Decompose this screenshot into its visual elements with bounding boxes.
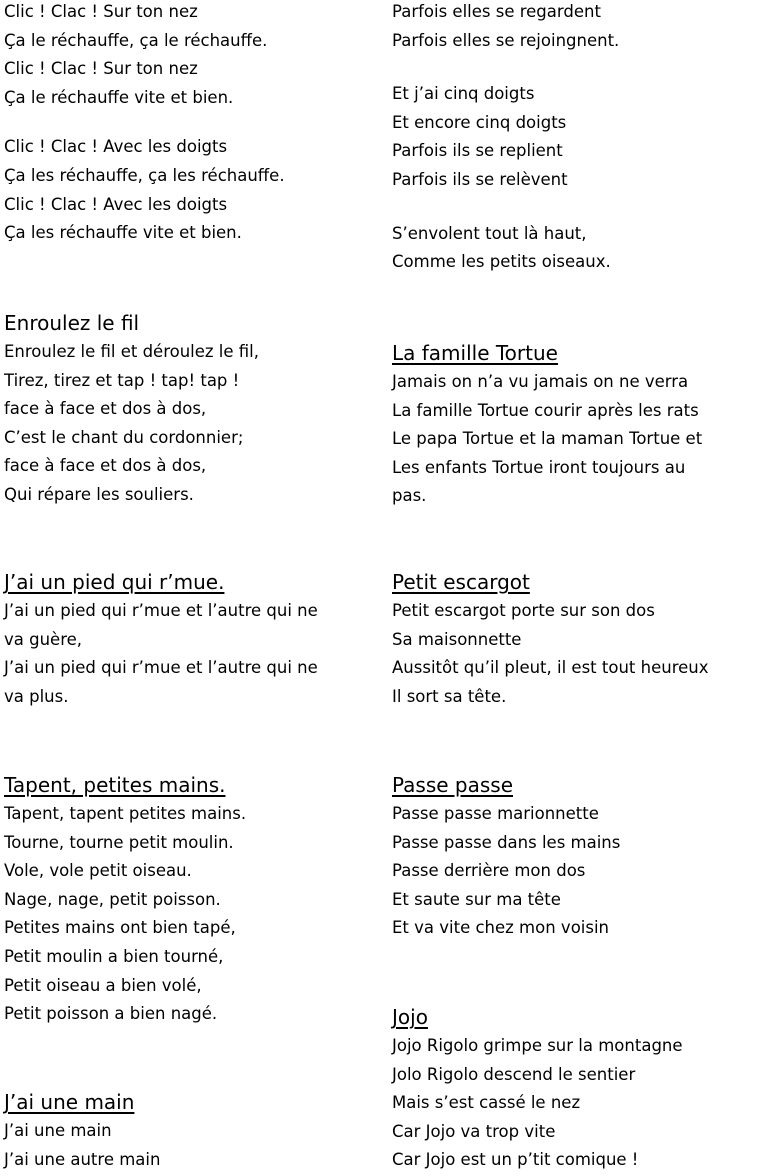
poem-line: face à face et dos à dos,: [4, 456, 207, 476]
poem-main: [4, 1087, 376, 1174]
poem-title: J’ai un pied qui r’mue.: [4, 570, 225, 594]
poem-line: va guère,: [4, 629, 83, 649]
poem-title: Passe passe: [392, 773, 514, 797]
poem-line: Parfois ils se relèvent: [392, 169, 568, 189]
poem-line: Et j’ai cinq doigts: [392, 84, 535, 104]
poem-line: Jamais on n’a vu jamais on ne verra: [392, 372, 689, 391]
poem-line: Petit escargot porte sur son dos: [392, 601, 655, 620]
poem-line: pas.: [392, 486, 427, 506]
poem-line: Enroulez le fil et déroulez le fil,: [4, 342, 260, 361]
poem-line: Car Jojo va trop vite: [392, 1121, 556, 1141]
poem-line: Mais s’est cassé le nez: [392, 1093, 581, 1113]
poem-line: Parfois elles se rejoingnent.: [392, 30, 620, 50]
poem-line: Les enfants Tortue iront toujours au: [392, 457, 686, 477]
poem-enroulez: [4, 308, 376, 510]
poem-line: Et encore cinq doigts: [392, 112, 567, 132]
poem-line: Il sort sa tête.: [392, 686, 507, 706]
poem-line: Tirez, tirez et tap ! tap! tap !: [4, 370, 240, 390]
poem-doigts: [392, 0, 758, 277]
poem-line: Qui répare les souliers.: [4, 484, 194, 504]
poem-line: Nage, nage, petit poisson.: [4, 889, 221, 909]
poem-title: J’ai une main: [4, 1090, 135, 1114]
poem-line: Car Jojo est un p’tit comique !: [392, 1150, 639, 1170]
poem-tortue: [392, 338, 758, 511]
poem-line: Petit poisson a bien nagé.: [4, 1004, 218, 1024]
poem-line: Passe derrière mon dos: [392, 861, 586, 881]
poem-title: Jojo: [392, 1005, 428, 1029]
poem-line: Ça les réchauffe, ça les réchauffe.: [4, 165, 285, 185]
poem-title: Petit escargot: [392, 570, 530, 594]
poem-passe: [392, 770, 758, 943]
poem-title: Enroulez le fil: [4, 311, 140, 335]
poem-line: Sa maisonnette: [392, 629, 522, 649]
poem-line: J’ai une autre main: [4, 1149, 161, 1169]
poem-line: Passe passe dans les mains: [392, 832, 621, 852]
poem-line: Et va vite chez mon voisin: [392, 918, 610, 938]
poem-line: Aussitôt qu’il pleut, il est tout heureux: [392, 658, 709, 678]
poem-line: Clic ! Clac ! Avec les doigts: [4, 137, 228, 157]
poem-line: Comme les petits oiseaux.: [392, 252, 611, 272]
poem-line: Tapent, tapent petites mains.: [4, 804, 247, 823]
poem-line: va plus.: [4, 686, 69, 706]
poem-line: J’ai une main: [4, 1121, 112, 1140]
poem-clic-clac: [4, 0, 376, 248]
poem-line: Petites mains ont bien tapé,: [4, 918, 236, 938]
poem-line: Ça le réchauffe, ça le réchauffe.: [4, 30, 268, 50]
poem-title: Tapent, petites mains.: [4, 773, 226, 797]
poem-line: C’est le chant du cordonnier;: [4, 427, 244, 447]
poem-line: Jolo Rigolo descend le sentier: [392, 1064, 636, 1084]
poem-line: Vole, vole petit oiseau.: [4, 861, 192, 881]
poem-line: Clic ! Clac ! Avec les doigts: [4, 194, 228, 214]
poem-line: Ça les réchauffe vite et bien.: [4, 223, 242, 243]
poem-line: La famille Tortue courir après les rats: [392, 400, 699, 420]
poem-line: J’ai un pied qui r’mue et l’autre qui ne: [4, 601, 318, 620]
poem-tapent: [4, 770, 376, 1029]
poem-line: S’envolent tout là haut,: [392, 223, 587, 243]
poem-line: Le papa Tortue et la maman Tortue et: [392, 429, 703, 449]
poem-line: Jojo Rigolo grimpe sur la montagne: [392, 1036, 683, 1055]
poem-line: Parfois elles se regardent: [392, 2, 601, 21]
poem-line: Tourne, tourne petit moulin.: [4, 832, 234, 852]
poem-pied: [4, 567, 376, 711]
poem-line: J’ai un pied qui r’mue et l’autre qui ne: [4, 658, 318, 678]
poem-jojo: [392, 1002, 758, 1175]
poem-line: Clic ! Clac ! Sur ton nez: [4, 59, 198, 79]
poem-line: Petit oiseau a bien volé,: [4, 975, 202, 995]
poem-line: Passe passe marionnette: [392, 804, 599, 823]
poem-line: Parfois ils se replient: [392, 141, 563, 161]
poem-line: face à face et dos à dos,: [4, 399, 207, 419]
poem-line: Petit moulin a bien tourné,: [4, 946, 224, 966]
poem-escargot: [392, 567, 758, 711]
poem-title: La famille Tortue: [392, 341, 558, 365]
poem-line: Clic ! Clac ! Sur ton nez: [4, 2, 198, 21]
poem-line: Et saute sur ma tête: [392, 889, 561, 909]
poem-line: Ça le réchauffe vite et bien.: [4, 87, 234, 107]
